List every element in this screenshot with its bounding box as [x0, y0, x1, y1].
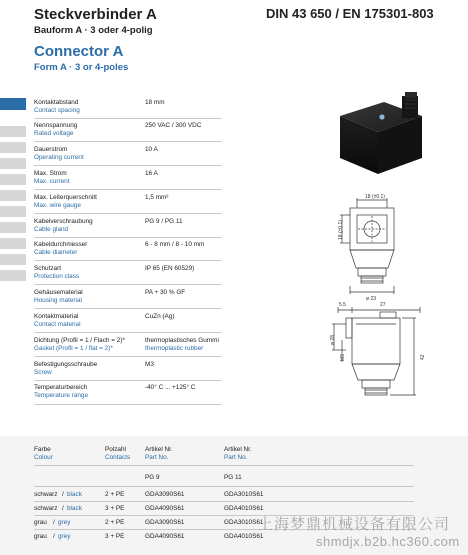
section-tab	[0, 174, 26, 185]
spec-value-en: thermoplastic rubber	[145, 345, 204, 352]
watermark-url: shmdjx.b2b.hc360.com	[316, 534, 460, 549]
contacts: 2 + PE	[105, 491, 125, 498]
spec-label-de: Dauerstrom	[34, 146, 68, 153]
section-tab	[0, 142, 26, 153]
colour-en: black	[67, 491, 82, 498]
header-colour-en: Colour	[34, 454, 53, 461]
header-colour-de: Farbe	[34, 446, 51, 453]
spec-label-de: Max. Leiterquerschnitt	[34, 194, 97, 201]
spec-label-en: Protection class	[34, 273, 80, 280]
dim-label: ø 28	[330, 334, 336, 345]
spec-label-en: Contact spacing	[34, 107, 80, 114]
spec-value: 250 VAC / 300 VDC	[145, 122, 202, 129]
subtitle-de: Bauform A · 3 oder 4-polig	[34, 25, 153, 36]
spec-value: M3	[145, 361, 154, 368]
title-de: Steckverbinder A	[34, 6, 157, 23]
part-no-pg9: GDA3090S61	[145, 519, 185, 526]
divider	[34, 356, 222, 357]
spec-value: -40° C ... +125° C	[145, 384, 196, 391]
section-tab	[0, 254, 26, 265]
dim-label: 5.5	[339, 302, 346, 308]
dim-label: 18 (±0.1)	[365, 194, 385, 200]
divider	[34, 380, 222, 381]
header-contacts-en: Contacts	[105, 454, 131, 461]
divider	[34, 189, 222, 190]
dim-label: 42	[420, 354, 426, 360]
spec-value: thermoplastisches Gummi	[145, 337, 219, 344]
divider	[34, 404, 222, 405]
contacts: 3 + PE	[105, 505, 125, 512]
spec-label-de: Kontaktabstand	[34, 99, 79, 106]
spec-value: PA + 30 % GF	[145, 289, 186, 296]
spec-label-de: Schutzart	[34, 265, 61, 272]
part-no-pg11: GDA3010S61	[224, 519, 264, 526]
title-en: Connector A	[34, 43, 124, 60]
spec-label-de: Temperaturbereich	[34, 384, 88, 391]
spec-label-en: Rated voltage	[34, 130, 74, 137]
gland-pg9: PG 9	[145, 474, 160, 481]
part-no-pg9: GDA4090S61	[145, 505, 185, 512]
section-tab	[0, 222, 26, 233]
spec-label-en: Max. wire gauge	[34, 202, 81, 209]
colour-de: grau	[34, 533, 47, 540]
technical-drawing	[320, 190, 460, 410]
spec-label-de: Befestigungsschraube	[34, 361, 98, 368]
section-tab	[0, 270, 26, 281]
spec-label-de: Kabelverschraubung	[34, 218, 93, 225]
dim-label: ø 23	[366, 296, 377, 302]
spec-value: 1,5 mm²	[145, 194, 169, 201]
spec-label-en: Cable diameter	[34, 249, 78, 256]
divider	[34, 260, 222, 261]
divider	[34, 118, 222, 119]
colour-de: schwarz	[34, 491, 58, 498]
spec-value: 6 - 8 mm / 8 - 10 mm	[145, 241, 205, 248]
spec-value: 18 mm	[145, 99, 165, 106]
divider	[34, 165, 222, 166]
section-tab	[0, 158, 26, 169]
spec-label-en: Screw	[34, 369, 52, 376]
spec-label-en: Operating current	[34, 154, 84, 161]
colour-en: grey	[58, 519, 71, 526]
divider	[34, 308, 222, 309]
divider	[34, 501, 414, 502]
divider	[34, 237, 222, 238]
spec-label-en: Housing material	[34, 297, 82, 304]
spec-label-de: Nennspannung	[34, 122, 78, 129]
spec-label-de: Kabeldurchmesser	[34, 241, 88, 248]
spec-label-en: Max. current	[34, 178, 70, 185]
header-partno-en: Part No.	[145, 454, 169, 461]
spec-label-en: Cable gland	[34, 226, 69, 233]
section-tab-active	[0, 98, 26, 110]
spec-value: 10 A	[145, 146, 158, 153]
divider	[34, 332, 222, 333]
colour-de: schwarz	[34, 505, 58, 512]
divider	[34, 465, 414, 466]
header-contacts-de: Polzahl	[105, 446, 126, 453]
colour-en: grey	[58, 533, 71, 540]
section-tab	[0, 190, 26, 201]
spec-value: CuZn (Ag)	[145, 313, 175, 320]
watermark-company: 上海梦鼎机械设备有限公司	[258, 516, 451, 533]
contacts: 3 + PE	[105, 533, 125, 540]
part-no-pg9: GDA3090S61	[145, 491, 185, 498]
section-tab	[0, 238, 26, 249]
part-no-pg11: GDA4010S61	[224, 505, 264, 512]
spec-label-de: Max. Strom	[34, 170, 67, 177]
dim-label: 27	[380, 302, 386, 308]
spec-label-en: Temperature range	[34, 392, 88, 399]
divider	[34, 486, 414, 487]
header-partno-de: Artikel Nr.	[145, 446, 173, 453]
header-partno-de: Artikel Nr.	[224, 446, 252, 453]
spec-label-de: Gehäusematerial	[34, 289, 83, 296]
subtitle-en: Form A · 3 or 4-poles	[34, 62, 129, 73]
divider	[34, 284, 222, 285]
colour-en: black	[67, 505, 82, 512]
part-no-pg11: GDA3010S61	[224, 491, 264, 498]
dim-label: 18 (±0.1)	[338, 220, 344, 240]
header-partno-en: Part No.	[224, 454, 248, 461]
standard-label: DIN 43 650 / EN 175301-803	[266, 6, 434, 21]
contacts: 2 + PE	[105, 519, 125, 526]
spec-label-en: Gasket (Profil = 1 / flat = 2)*	[34, 345, 113, 352]
spec-value: PG 9 / PG 11	[145, 218, 183, 225]
spec-label-en: Contact material	[34, 321, 81, 328]
divider	[34, 141, 222, 142]
spec-label-de: Dichtung (Profil = 1 / Flach = 2)*	[34, 337, 125, 344]
divider	[34, 213, 222, 214]
spec-value: 16 A	[145, 170, 158, 177]
dim-label: M3	[340, 354, 346, 361]
spec-label-de: Kontaktmaterial	[34, 313, 79, 320]
gland-pg11: PG 11	[224, 474, 242, 481]
spec-value: IP 65 (EN 60529)	[145, 265, 195, 272]
section-tab	[0, 206, 26, 217]
part-no-pg9: GDA4090S61	[145, 533, 185, 540]
connector-photo	[326, 86, 438, 182]
colour-de: grau	[34, 519, 47, 526]
section-tab	[0, 126, 26, 137]
part-no-pg11: GDA4010S61	[224, 533, 264, 540]
